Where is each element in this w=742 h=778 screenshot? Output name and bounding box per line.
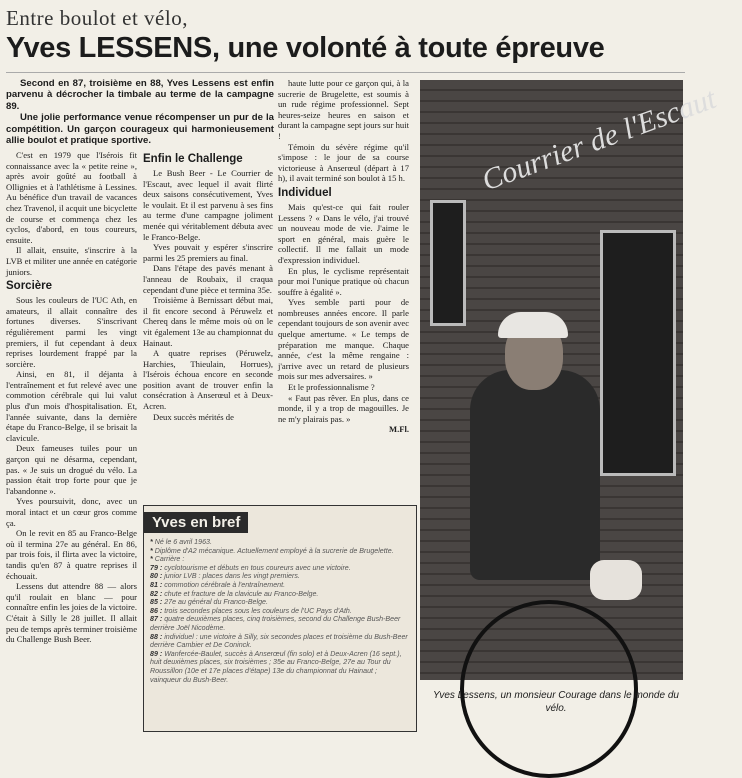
list-item-year: 82 : (150, 589, 163, 598)
list-item-text: junior LVB : places dans les vingt premiers. (164, 572, 300, 581)
list-item-year: 89 : (150, 649, 163, 658)
list-item-text: individuel : une victoire à Silly, six secondes places et troisième du Bush-Beer derrière Cambier et De Coninck. (150, 632, 408, 650)
glove (590, 560, 642, 600)
yves-en-bref-box (143, 505, 417, 732)
list-item-text: chute et fracture de la clavicule au Franco-Belge. (164, 589, 319, 598)
shop-sign: Courrier de l'Escaut (477, 81, 721, 198)
list-item-text: Wanfercée-Baulet, succès à Anserœul (fin solo) et à Deux-Acren (16 sept.), huit deuxièmes places, six troisièmes ; 35e au Franco-Belge, 27e au Tour du Roussillon (10e et 17e places d'étape) 13e du championnat du Hainaut ; vainqueur du Bush-Beer. (150, 649, 402, 684)
paragraph: Témoin du sévère régime qu'il s'impose : le jour de sa course victorieuse à Anserœul (départ à 17 h), il avait terminé son boulot à 15 h. (278, 141, 409, 184)
list-item-text: commotion cérébrale à l'entraînement. (164, 580, 286, 589)
kicker: Entre boulot et vélo, (6, 6, 188, 30)
column-3 (278, 78, 409, 498)
paragraph: Lessens dut attendre 88 — alors qu'il roulait en blanc — pour connaître enfin les joies de la victoire. C'était à Silly le 28 juillet. Il allait peu de temps après terminer troisième du Challenge Bush Beer. (6, 581, 138, 645)
list-item-text: cyclotourisme et débuts en tous coureurs avec une victoire. (164, 563, 351, 572)
lead-paragraph: Une jolie performance venue récompenser un pur de la compétition. Un garçon courageux qui harmonieusement allie boulot et pratique sportive. (6, 112, 274, 147)
list-item (150, 547, 410, 556)
list-item-year: 86 : (150, 606, 163, 615)
paragraph: Ainsi, en 81, il déjanta à l'entraînement et fut relevé avec une commotion cérébrale qui lui valut plus d'un mois d'hospitalisation. Et, l'année suivante, dans la dernière étape du Franco-Belge, il se brisait la clavicule. (6, 369, 137, 443)
subhead-sorciere: Sorcière (6, 280, 53, 293)
paragraph: Il allait, ensuite, s'inscrire à la LVB et militer une année en catégorie juniors. (6, 245, 137, 277)
column-1 (6, 150, 137, 738)
window (430, 200, 466, 326)
signature: M.Fl. (388, 424, 409, 435)
list-item-text: Carrière : (154, 555, 185, 564)
list-item-text: trois secondes places sous les couleurs de l'UC Pays d'Ath. (164, 606, 352, 615)
list-item-text: quatre deuxièmes places, cinq troisièmes, second du Challenge Bush-Beer derrière Joël Nicodème. (150, 615, 401, 632)
list-item (150, 650, 410, 684)
cyclist-photo (420, 80, 721, 680)
paragraph: Sous les couleurs de l'UC Ath, en amateurs, il allait connaître des fortunes diverses. S'inscrivant régulièrement parmi les vingt premiers, il fut cependant à deux reprises lourdement frappé par la sorcière. (6, 295, 137, 369)
list-item-year: * (150, 538, 153, 546)
list-item-year: 87 : (150, 615, 163, 624)
lead-paragraphs (6, 78, 274, 150)
paragraph: Deux fameuses tuiles pour un garçon qui ne désarma, cependant, pas. « Je suis un drogué du vélo. La passion était trop forte pour que je l'abandonne ». (6, 443, 137, 496)
paragraph: Dans l'étape des pavés menant à l'anneau de Roubaix, il craqua cependant d'une pièce et termina 35e. (143, 263, 273, 295)
paragraph: Yves semble parti pour de nombreuses années encore. Il parle cependant toujours de son avenir avec quelque amertume. « Le temps de préparation me manque. Chaque année, c'est la même rengaine : j'arrive avec un retard de plusieurs mois sur mes adversaires. » (278, 297, 410, 382)
paragraph: « Faut pas rêver. En plus, dans ce monde, il y a trop de magouilles. Je ne m'y plairais pas. » (278, 392, 409, 424)
rider-body (470, 370, 600, 580)
photo-caption: Yves Lessens, un monsieur Courage dans le monde du vélo. (433, 690, 679, 714)
list-item-year: 81 : (150, 580, 163, 589)
headline: Yves LESSENS, une volonté à toute épreuve (6, 32, 605, 64)
bio-list (150, 538, 410, 684)
paragraph: A quatre reprises (Péruwelz, Harchies, Thieulain, Horrues), l'Isérois échoua encore en seconde position avant de trouver enfin la consécration à Anserœul et à Deux-Acren. (143, 348, 273, 412)
list-item-year: 88 : (150, 632, 163, 641)
list-item-text: 27e au général du Franco-Belge. (164, 598, 268, 607)
paragraph: En plus, le cyclisme représentait pour moi l'unique pratique où chacun souffre à égalité ». (278, 265, 409, 297)
paragraph: On le revit en 85 au Franco-Belge où il termina 27e au général. En 86, par trois fois, il flirta avec la victoire, tandis qu'en 87 à quatre reprises il échouait. (6, 528, 137, 581)
list-item (150, 633, 410, 650)
subhead-individuel: Individuel (278, 186, 332, 199)
subhead-enfin-le-challenge: Enfin le Challenge (143, 153, 243, 165)
list-item-year: * (150, 546, 153, 555)
list-item (150, 564, 410, 573)
list-item (150, 555, 410, 564)
list-item-year: 80 : (150, 572, 163, 581)
list-item-text: Né le 6 avril 1963. (154, 538, 212, 546)
list-item (150, 598, 410, 607)
list-item-year: * (150, 555, 153, 564)
paragraph: Yves poursuivit, donc, avec un moral intact et un cœur gros comme ça. (6, 496, 137, 528)
list-item-year: 79 : (150, 563, 163, 572)
divider (6, 72, 685, 73)
list-item (150, 590, 410, 599)
paragraph: Troisième à Bernissart début mai, il fit encore second à Péruwelz et Chereq dans le même mois où on le vit également 13e au championnat du Hainaut. (143, 295, 273, 348)
list-item (150, 572, 410, 581)
list-item-text: Diplôme d'A2 mécanique. Actuellement employé à la sucrerie de Brugelette. (154, 546, 394, 555)
lead-paragraph: Second en 87, troisième en 88, Yves Lessens est enfin parvenu à décrocher la timbale au terme de la campagne 89. (6, 78, 274, 112)
list-item-year: 85 : (150, 598, 163, 607)
window (600, 230, 676, 476)
paragraph: C'est en 1979 que l'Isérois fit connaissance avec la « petite reine », après avoir goûté au football à Ollignies et à l'athlétisme à Lessines. Au bénéfice d'un travail de vacances chez Travenol, il acquit une bicyclette de course et commença chez les cyclos, d'abord, en tous coureurs, ensuite. (6, 150, 137, 245)
list-item (150, 615, 410, 632)
paragraph: Le Bush Beer - Le Courrier de l'Escaut, avec lequel il avait flirté deux saisons consécutivement, Yves le voulait. Et il est parvenu à ses fins au terme d'une campagne joliment menée qui véritablement débuta avec le Franco-Belge. (143, 168, 273, 242)
paragraph: Yves pouvait y espérer s'inscrire parmi les 25 premiers au final. (143, 242, 273, 263)
list-item (150, 538, 410, 547)
paragraph: haute lutte pour ce garçon qui, à la sucrerie de Brugelette, est soumis à un rude régime professionnel. Sept heures-seize heures en saison et durant la campagne sept jours sur huit ! (278, 78, 409, 141)
column-2 (143, 150, 273, 495)
list-item (150, 581, 410, 590)
paragraph: Deux succès mérités de (153, 411, 234, 422)
box-title: Yves en bref (144, 512, 248, 533)
cycling-cap (498, 312, 568, 338)
paragraph: Et le professionnalisme ? (288, 382, 375, 393)
list-item (150, 607, 410, 616)
paragraph: Mais qu'est-ce qui fait rouler Lessens ? « Dans le vélo, j'ai trouvé un nouveau mode de vie. J'aime le sport en général, mais guère le collectif. Il me fallait un mode d'expression individuel. (278, 201, 409, 265)
